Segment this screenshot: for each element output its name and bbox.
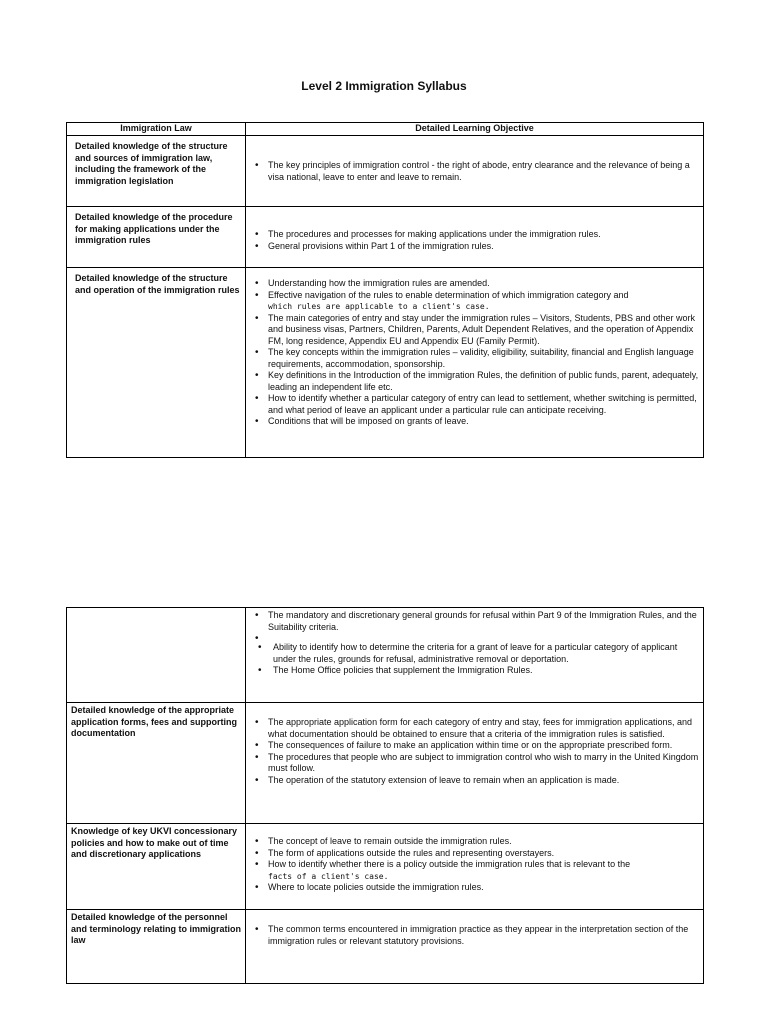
list-item: • Key definitions in the Introduction of the immigration Rules, the definition of public funds, parent, adequately, leading an independent life etc. bbox=[250, 370, 699, 393]
objectives-cell bbox=[246, 136, 704, 207]
page-title: Level 2 Immigration Syllabus bbox=[301, 79, 467, 93]
table-row bbox=[67, 703, 704, 824]
column-header-learning-objective: Detailed Learning Objective bbox=[246, 123, 704, 136]
objectives-cell bbox=[246, 268, 704, 458]
list-item: • The main categories of entry and stay under the immigration rules – Visitors, Students, PBS and other work and business visas, Partners, Children, Parents, Adult Dependent Relatives, and the operation of Appendix FM, long residence, Appendix EU and Appendix EU (Family Permit). bbox=[250, 313, 699, 348]
list-item-text: Effective navigation of the rules to enable determination of which immigration category and bbox=[268, 289, 629, 300]
objectives-cell bbox=[246, 207, 704, 268]
table-row bbox=[67, 268, 704, 458]
list-item: • The appropriate application form for each category of entry and stay, fees for immigration applications, and what documentation should be obtained to ensure that a criteria of the immigration rules is satisfied. bbox=[250, 717, 699, 740]
list-item: • The operation of the statutory extension of leave to remain when an application is made. bbox=[250, 775, 699, 787]
list-item: • How to identify whether a particular category of entry can lead to settlement, whether switching is permitted, and what period of leave an applicant under a particular rule can anticipate receiving. bbox=[250, 393, 699, 416]
syllabus-table-part-1 bbox=[66, 122, 704, 458]
list-item: • The procedures and processes for making applications under the immigration rules. bbox=[250, 229, 699, 241]
list-item: • General provisions within Part 1 of the immigration rules. bbox=[250, 241, 699, 253]
list-item bbox=[250, 859, 699, 882]
topic-cell: Detailed knowledge of the structure and sources of immigration law, including the framework of the immigration legislation bbox=[67, 136, 246, 207]
topic-cell: Detailed knowledge of the structure and operation of the immigration rules bbox=[67, 268, 246, 458]
table-row bbox=[67, 910, 704, 984]
list-item: • The form of applications outside the rules and representing overstayers. bbox=[250, 848, 699, 860]
list-item: • The procedures that people who are subject to immigration control who wish to marry in the United Kingdom must follow. bbox=[250, 752, 699, 775]
list-item: • The concept of leave to remain outside the immigration rules. bbox=[250, 836, 699, 848]
topic-cell bbox=[67, 608, 246, 703]
syllabus-table-part-2 bbox=[66, 607, 704, 984]
list-item: • The key concepts within the immigration rules – validity, eligibility, suitability, financial and English language requirements, accommodation, sponsorship. bbox=[250, 347, 699, 370]
topic-cell: Detailed knowledge of the appropriate application forms, fees and supporting documentation bbox=[67, 703, 246, 824]
objectives-cell bbox=[246, 910, 704, 984]
list-item: • The key principles of immigration control - the right of abode, entry clearance and the relevance of being a visa national, leave to enter and leave to remain. bbox=[250, 160, 699, 183]
table-header-row bbox=[67, 123, 704, 136]
topic-cell: Knowledge of key UKVI concessionary policies and how to make out of time and discretionary applications bbox=[67, 824, 246, 910]
objectives-cell bbox=[246, 608, 704, 703]
table-row bbox=[67, 608, 704, 703]
list-item: • Understanding how the immigration rules are amended. bbox=[250, 278, 699, 290]
column-header-immigration-law: Immigration Law bbox=[67, 123, 246, 136]
list-item-text: How to identify whether there is a policy outside the immigration rules that is relevant to the bbox=[268, 859, 631, 869]
table-row bbox=[67, 207, 704, 268]
spacer bbox=[250, 633, 699, 642]
list-item bbox=[250, 290, 699, 313]
objectives-cell bbox=[246, 703, 704, 824]
list-item-text-continued: facts of a client's case. bbox=[268, 871, 389, 881]
list-item: • The Home Office policies that supplement the Immigration Rules. bbox=[250, 665, 699, 677]
table-row bbox=[67, 136, 704, 207]
list-item: • The mandatory and discretionary general grounds for refusal within Part 9 of the Immigration Rules, and the Suitability criteria. bbox=[250, 610, 699, 633]
table-row bbox=[67, 824, 704, 910]
topic-cell: Detailed knowledge of the procedure for making applications under the immigration rules bbox=[67, 207, 246, 268]
topic-cell: Detailed knowledge of the personnel and terminology relating to immigration law bbox=[67, 910, 246, 984]
list-item: • The consequences of failure to make an application within time or on the appropriate prescribed form. bbox=[250, 740, 699, 752]
list-item: • Ability to identify how to determine the criteria for a grant of leave for a particular category of applicant under the rules, grounds for refusal, administrative removal or deportation. bbox=[250, 642, 699, 665]
objectives-cell bbox=[246, 824, 704, 910]
list-item: • The common terms encountered in immigration practice as they appear in the interpretation section of the immigration rules or relevant statutory provisions. bbox=[250, 924, 699, 947]
list-item: • Conditions that will be imposed on grants of leave. bbox=[250, 416, 699, 428]
list-item-text-continued: which rules are applicable to a client's case. bbox=[268, 302, 490, 311]
list-item: • Where to locate policies outside the immigration rules. bbox=[250, 882, 699, 894]
